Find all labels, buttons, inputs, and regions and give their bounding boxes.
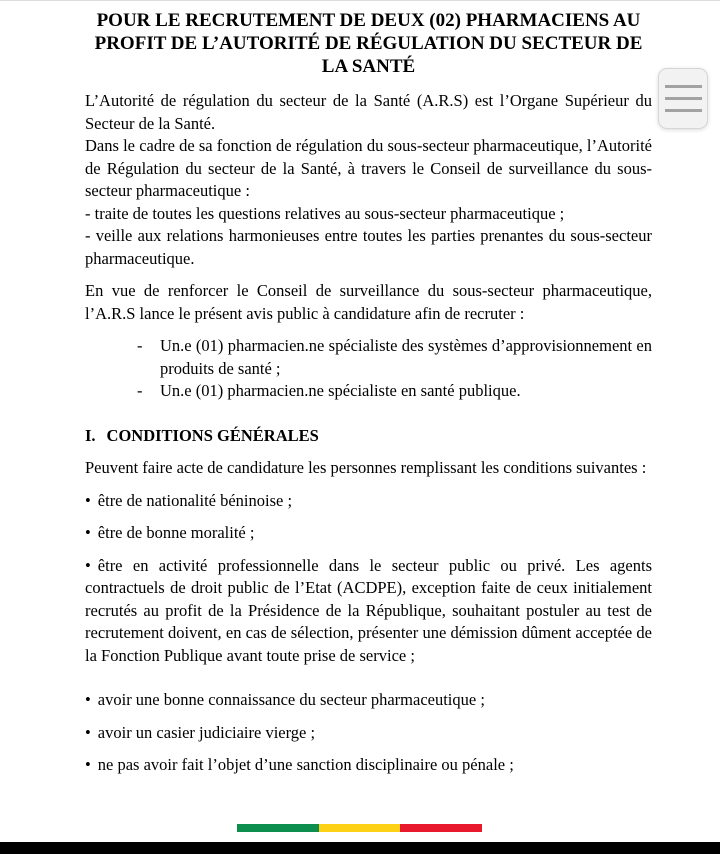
condition-item (85, 722, 652, 745)
recruit-list-item (85, 380, 652, 403)
section-title: CONDITIONS GÉNÉRALES (106, 425, 319, 445)
condition-item (85, 522, 652, 545)
intro-paragraph-1: L’Autorité de régulation du secteur de la Santé (A.R.S) est l’Organe Supérieur du Secteur de la Santé. (85, 91, 652, 133)
recruit-item-text: Un.e (01) pharmacien.ne spécialiste en santé publique. (160, 381, 521, 400)
condition-text: être de bonne moralité ; (97, 523, 255, 542)
intro-paragraph-2: Dans le cadre de sa fonction de régulation du sous-secteur pharmaceutique, l’Autorité de Régulation du secteur de la Santé, à travers le Conseil de surveillance du sous-secteur pharmaceutique : (85, 136, 652, 200)
bullet-marker: • (85, 690, 91, 709)
flag-green-segment (237, 824, 319, 832)
recruit-item-text: Un.e (01) pharmacien.ne spécialiste des systèmes d’approvisionnement en produits de santé ; (160, 336, 652, 378)
condition-item (85, 490, 652, 513)
mission-item: - veille aux relations harmonieuses entre toutes les parties prenantes du sous-secteur pharmaceutique. (85, 226, 652, 268)
bullet-marker: • (85, 555, 91, 575)
section-heading-conditions-generales (85, 425, 652, 448)
recruit-list-item (85, 335, 652, 380)
bullet-marker: • (85, 490, 91, 510)
title-line-3: LA SANTÉ (321, 56, 416, 77)
bottom-bar (0, 842, 720, 854)
hamburger-bar (665, 109, 702, 112)
hamburger-bar (665, 85, 702, 88)
conditions-intro-paragraph: Peuvent faire acte de candidature les personnes remplissant les conditions suivantes : (85, 458, 647, 477)
dash-marker: - (137, 381, 143, 400)
recruit-list (85, 335, 652, 403)
condition-item (85, 555, 652, 668)
menu-button[interactable] (658, 68, 708, 129)
mission-item: - traite de toutes les questions relatives au sous-secteur pharmaceutique ; (85, 203, 565, 223)
bullet-marker: • (85, 722, 91, 742)
condition-text: ne pas avoir fait l’objet d’une sanction disciplinaire ou pénale ; (97, 755, 514, 774)
document-title (85, 9, 652, 78)
page-top-edge (0, 0, 720, 1)
flag-yellow-segment (319, 824, 401, 832)
hamburger-bar (665, 97, 702, 100)
title-line-1: POUR LE RECRUTEMENT DE DEUX (02) PHARMACIENS AU (96, 10, 641, 31)
bullet-marker: • (85, 523, 91, 542)
bullet-marker: • (85, 755, 91, 774)
dash-marker: - (137, 336, 143, 355)
title-line-2: PROFIT DE L’AUTORITÉ DE RÉGULATION DU SECTEUR DE (94, 33, 643, 54)
condition-item (85, 689, 652, 712)
condition-text: avoir un casier judiciaire vierge ; (97, 722, 316, 742)
condition-text: avoir une bonne connaissance du secteur pharmaceutique ; (97, 690, 485, 709)
hamburger-icon (665, 85, 702, 112)
condition-text: être en activité professionnelle dans le secteur public ou privé. Les agents contractuels de droit public de l’Etat (ACDPE), exception faite de ceux initialement recrutés au profit de la Présidence de la République, souhaitant postuler au test de recrutement doivent, en cas de sélection, présenter une démission dûment acceptée de la Fonction Publique avant toute prise de service ; (85, 555, 652, 665)
flag-bar (237, 824, 482, 832)
section-number: I. (85, 425, 96, 445)
condition-item (85, 754, 652, 777)
flag-red-segment (400, 824, 482, 832)
condition-text: être de nationalité béninoise ; (97, 490, 293, 510)
recruit-intro-paragraph: En vue de renforcer le Conseil de surveillance du sous-secteur pharmaceutique, l’A.R.S lance le présent avis public à candidature afin de recruter : (85, 281, 652, 323)
